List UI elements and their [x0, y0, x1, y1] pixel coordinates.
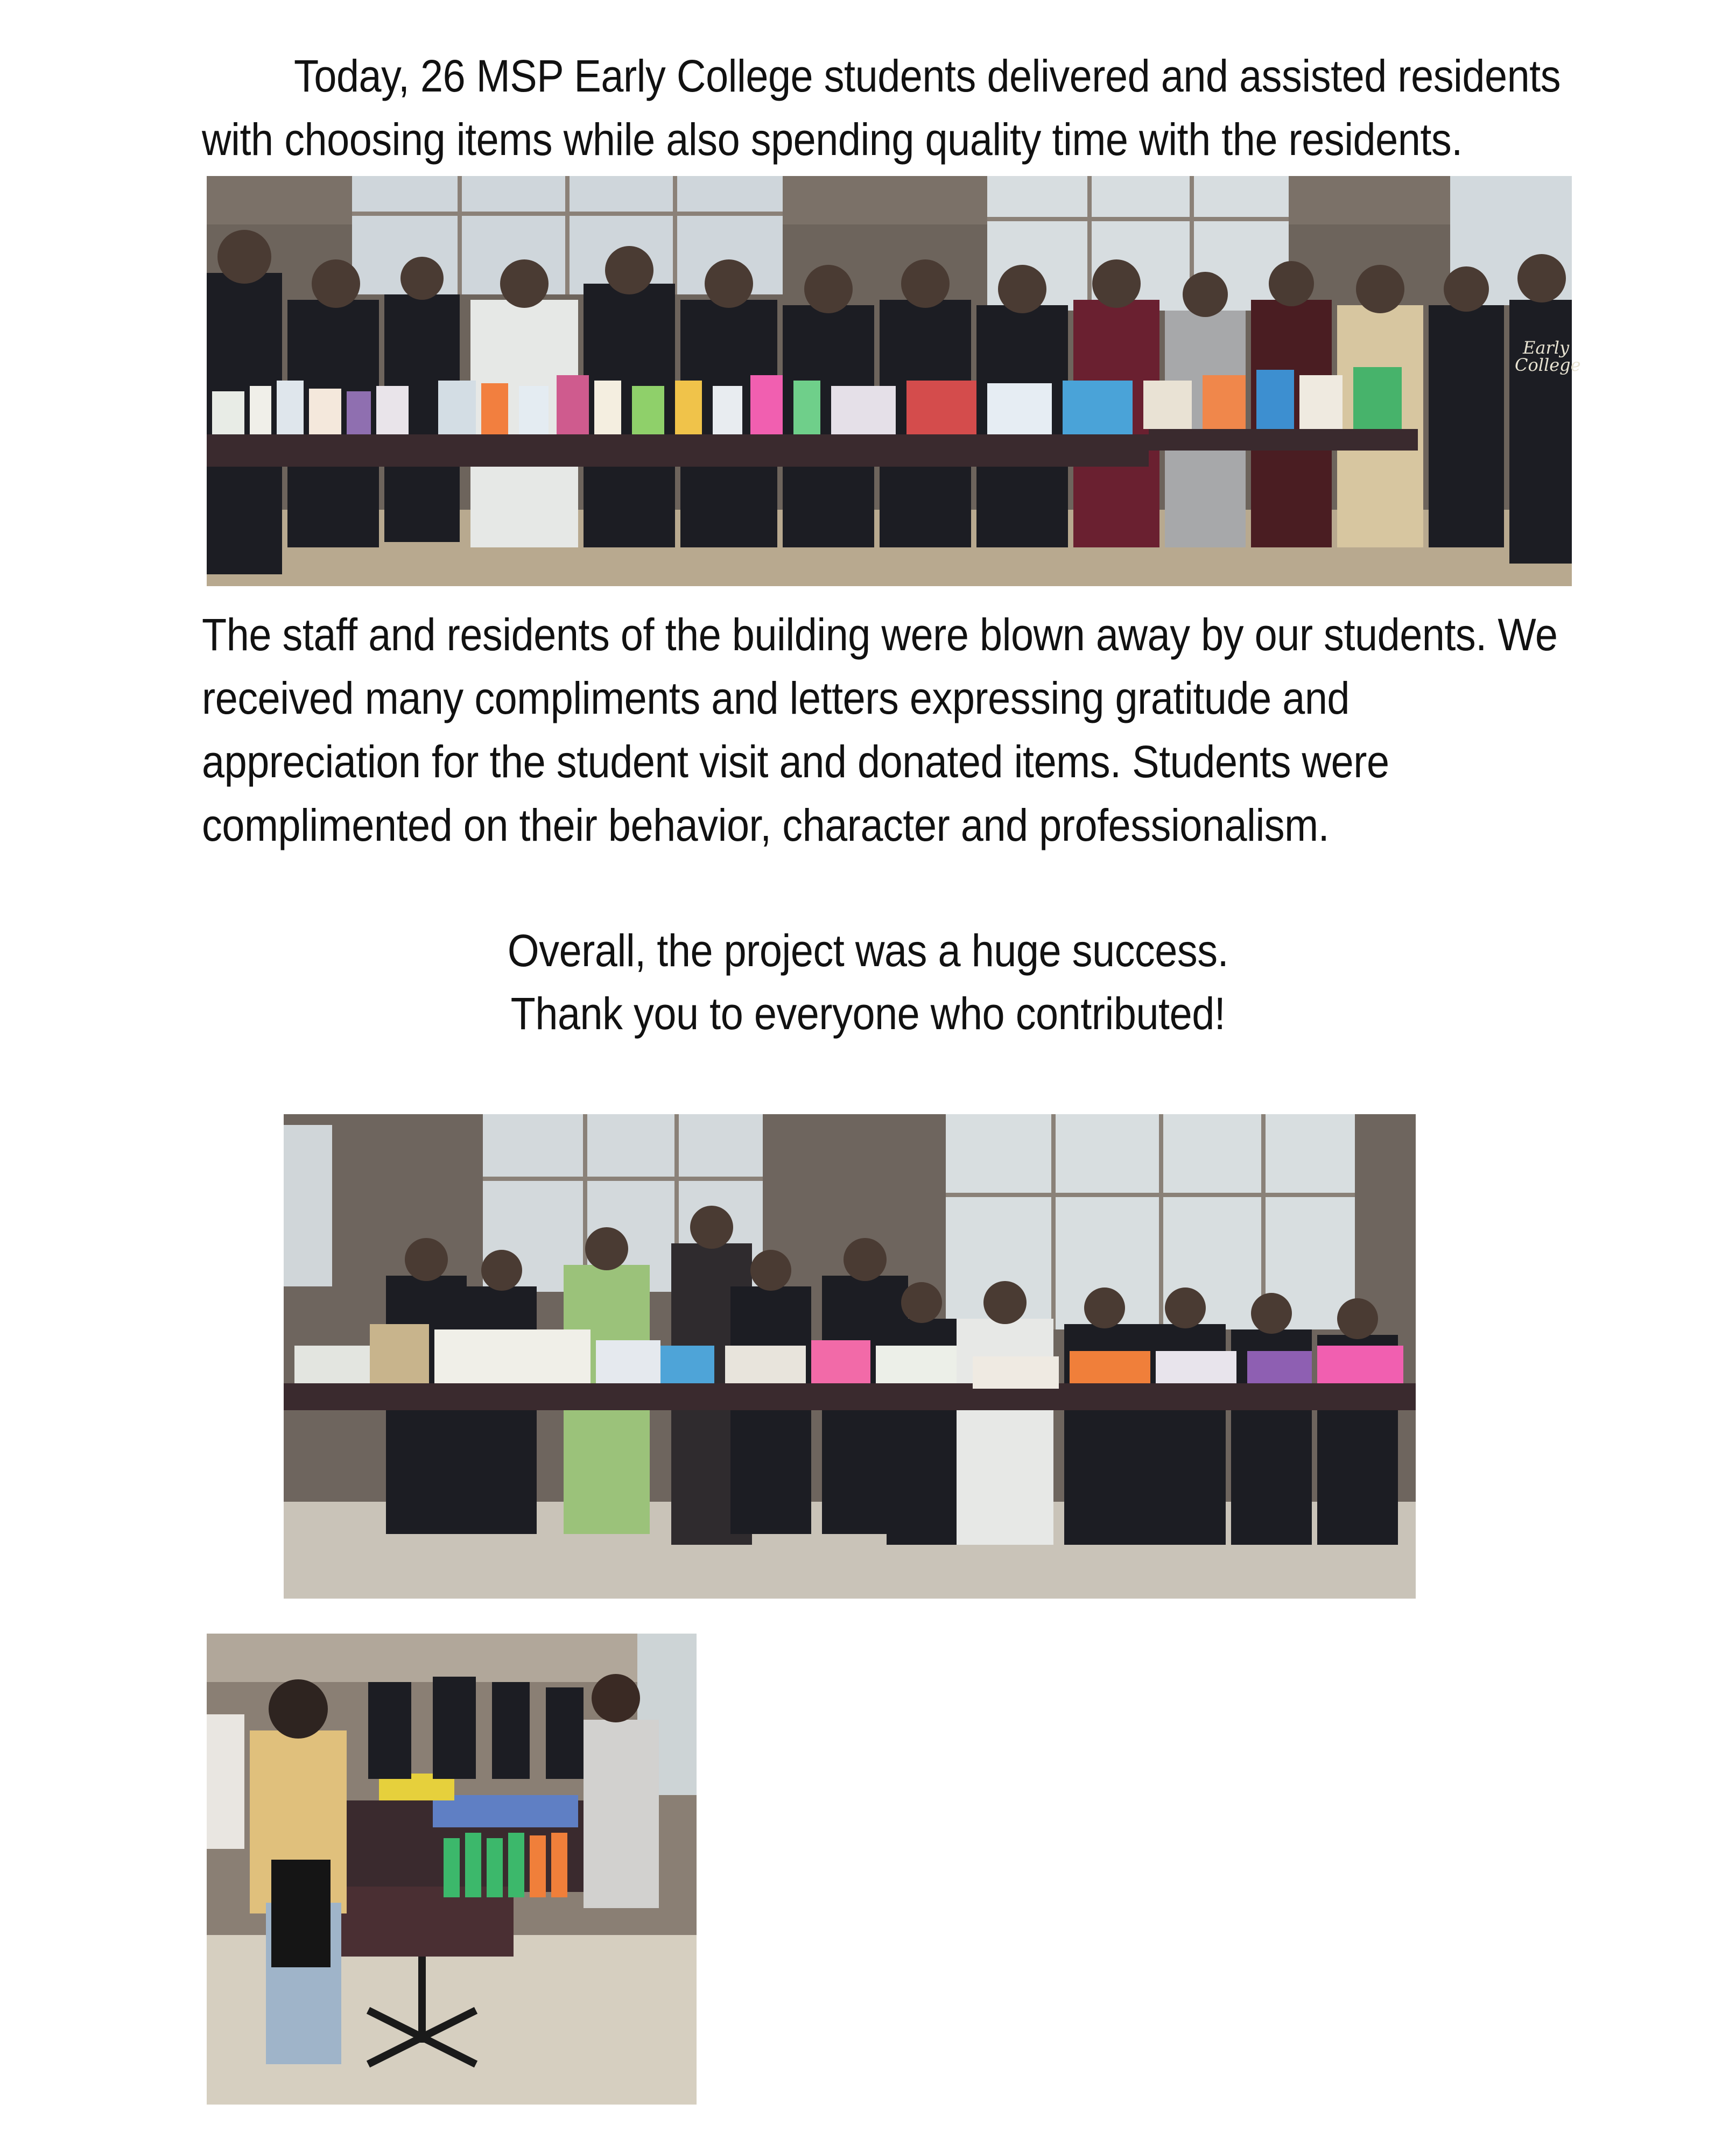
intro-paragraph: Today, 26 MSP Early College students delivered and assisted residents with choosing items while also spending quality time with the residents. — [202, 51, 1561, 165]
sorting-photo — [207, 1634, 697, 2105]
group-photo-1-image — [207, 176, 1581, 586]
group-photo-2-image — [284, 1114, 1416, 1599]
closing-line-2 — [0, 982, 1736, 1045]
shirt-logo-line-1: Early — [1523, 337, 1570, 358]
closing-line-1-text: Overall, the project was a huge success. — [507, 925, 1229, 976]
body-paragraph: The staff and residents of the building were blown away by our students. We received many compliments and letters expressing gratitude and appreciation for the student visit and donated items. Students were complimented on their behavior, character and professionalism. — [202, 609, 1558, 850]
group-photo-2 — [284, 1114, 1416, 1599]
closing-line-1 — [0, 919, 1736, 982]
sorting-photo-image — [207, 1634, 697, 2105]
group-photo-1 — [207, 176, 1581, 586]
shirt-logo-line-2: College — [1515, 355, 1581, 375]
closing-line-2-text: Thank you to everyone who contributed! — [510, 988, 1226, 1039]
